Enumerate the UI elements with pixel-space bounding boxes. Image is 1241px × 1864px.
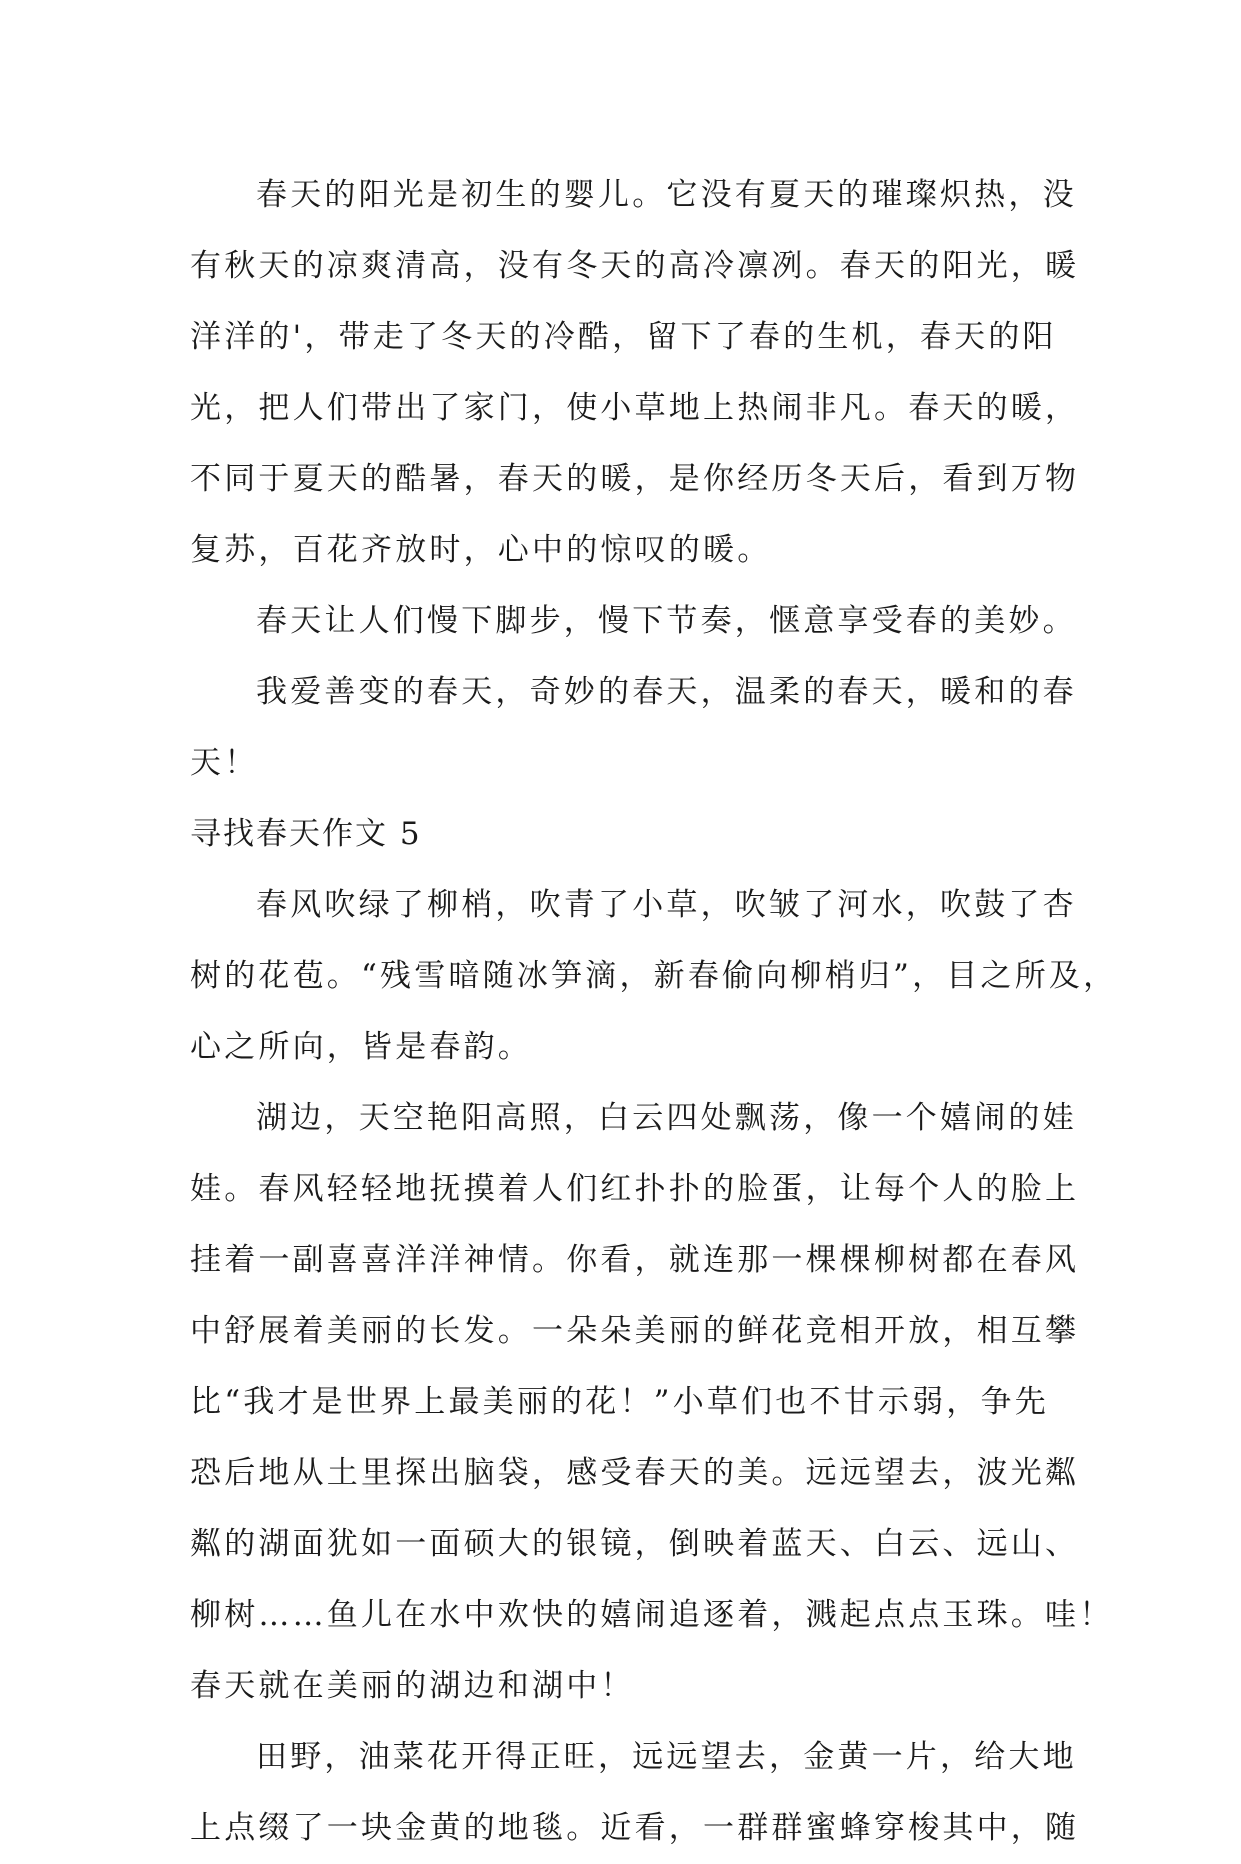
- paragraph-line: 比“我才是世界上最美丽的花！”小草们也不甘示弱，争先: [190, 1384, 1049, 1420]
- paragraph-line: 心之所向，皆是春韵。: [190, 1029, 532, 1065]
- paragraph-line: 复苏，百花齐放时，心中的惊叹的暖。: [190, 532, 772, 568]
- paragraph-line: 天！: [190, 745, 259, 781]
- section-heading: 寻找春天作文 5: [190, 816, 422, 852]
- paragraph-line: 有秋天的凉爽清高，没有冬天的高冷凛冽。春天的阳光，暖: [190, 248, 1080, 284]
- paragraph-line: 春天让人们慢下脚步，慢下节奏，惬意享受春的美妙。: [256, 603, 1077, 639]
- paragraph-line: 娃。春风轻轻地抚摸着人们红扑扑的脸蛋，让每个人的脸上: [190, 1171, 1080, 1207]
- paragraph-line: 恐后地从土里探出脑袋，感受春天的美。远远望去，波光粼: [190, 1455, 1080, 1491]
- paragraph-line: 中舒展着美丽的长发。一朵朵美丽的鲜花竞相开放，相互攀: [190, 1313, 1080, 1349]
- paragraph-line: 我爱善变的春天，奇妙的春天，温柔的春天，暖和的春: [256, 674, 1077, 710]
- paragraph-line: 挂着一副喜喜洋洋神情。你看，就连那一棵棵柳树都在春风: [190, 1242, 1080, 1278]
- paragraph-line: 田野，油菜花开得正旺，远远望去，金黄一片，给大地: [256, 1739, 1077, 1775]
- document-page: [190, 160, 1118, 1864]
- paragraph-line: 春天的阳光是初生的婴儿。它没有夏天的璀璨炽热，没: [256, 177, 1077, 213]
- paragraph-line: 树的花苞。“残雪暗随冰笋滴，新春偷向柳梢归”，目之所及，: [190, 958, 1118, 994]
- paragraph-line: 光，把人们带出了家门，使小草地上热闹非凡。春天的暖，: [190, 390, 1080, 426]
- paragraph-line: 上点缀了一块金黄的地毯。近看，一群群蜜蜂穿梭其中，随: [190, 1810, 1080, 1846]
- paragraph-line: 粼的湖面犹如一面硕大的银镜，倒映着蓝天、白云、远山、: [190, 1526, 1080, 1562]
- paragraph-line: 湖边，天空艳阳高照，白云四处飘荡，像一个嬉闹的娃: [256, 1100, 1077, 1136]
- paragraph-line: 春天就在美丽的湖边和湖中！: [190, 1668, 635, 1704]
- paragraph-line: 春风吹绿了柳梢，吹青了小草，吹皱了河水，吹鼓了杏: [256, 887, 1077, 923]
- paragraph-line: 洋洋的'，带走了冬天的冷酷，留下了春的生机，春天的阳: [190, 319, 1057, 355]
- paragraph-line: 柳树……鱼儿在水中欢快的嬉闹追逐着，溅起点点玉珠。哇！: [190, 1597, 1114, 1633]
- paragraph-line: 不同于夏天的酷暑，春天的暖，是你经历冬天后，看到万物: [190, 461, 1080, 497]
